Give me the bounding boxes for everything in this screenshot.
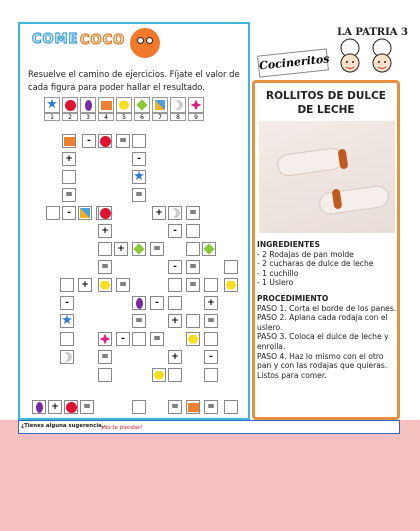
blank-answer-cell (204, 368, 218, 382)
triangle-icon (80, 208, 90, 218)
diamond-shape-cell (202, 242, 216, 256)
puzzle-panel (18, 22, 250, 420)
oval-shape-cell (132, 296, 146, 310)
blank-answer-cell (132, 400, 146, 414)
logo-coco: COCO (80, 33, 126, 48)
ingredients-heading: INGREDIENTES (257, 240, 320, 249)
legend-number: 9 (188, 113, 204, 121)
hexagon-icon (116, 97, 132, 113)
recipe-card (252, 80, 400, 420)
plus-operator-cell: + (98, 224, 112, 238)
diamond-icon (133, 243, 144, 254)
blank-answer-cell (186, 314, 200, 328)
equals-operator-cell: = (186, 278, 200, 292)
square-icon (64, 137, 75, 146)
hexagon-shape-cell (98, 278, 112, 292)
moon-icon (170, 208, 180, 218)
blank-answer-cell (204, 278, 218, 292)
blank-answer-cell (132, 332, 146, 346)
section-tag: Cocineritos (257, 48, 329, 77)
hexagon-icon (226, 281, 237, 290)
legend-number: 4 (98, 113, 114, 121)
oval-icon (80, 97, 96, 113)
plus-operator-cell: + (152, 206, 166, 220)
minus-operator-cell: - (116, 332, 130, 346)
moon-icon (170, 97, 186, 113)
blank-answer-cell (60, 278, 74, 292)
blank-answer-cell (98, 368, 112, 382)
blank-answer-cell (60, 332, 74, 346)
plus-operator-cell: + (168, 350, 182, 364)
hexagon-icon (188, 335, 199, 344)
chef-kids-icon (330, 38, 410, 80)
diamond-icon (134, 97, 150, 113)
plus-operator-cell: + (168, 314, 182, 328)
legend-number: 8 (170, 113, 186, 121)
blank-answer-cell (186, 224, 200, 238)
circle-shape-cell (64, 400, 78, 414)
equals-operator-cell: = (150, 242, 164, 256)
flower-icon (188, 97, 204, 113)
plus-operator-cell: + (62, 152, 76, 166)
ingredient-item: - 1 cuchillo (257, 268, 299, 278)
minus-operator-cell: - (168, 224, 182, 238)
star-icon: ★ (44, 97, 60, 113)
footer-bar (18, 420, 400, 434)
equals-operator-cell: = (186, 206, 200, 220)
oval-icon (136, 298, 143, 309)
equals-operator-cell: = (150, 332, 164, 346)
equals-operator-cell: = (186, 260, 200, 274)
blank-answer-cell (224, 260, 238, 274)
blank-answer-cell (62, 170, 76, 184)
minus-operator-cell: - (82, 134, 96, 148)
moon-shape-cell (60, 350, 74, 364)
star-icon: ★ (61, 313, 73, 328)
plus-operator-cell: + (114, 242, 128, 256)
equals-operator-cell: = (116, 278, 130, 292)
flower-icon (100, 334, 111, 345)
square-icon (98, 97, 114, 113)
triangle-shape-cell (78, 206, 92, 220)
equals-operator-cell: = (98, 260, 112, 274)
equals-operator-cell: = (116, 134, 130, 148)
procedure-step: PASO 1. Corta el borde de los panes. (257, 303, 397, 313)
minus-operator-cell: - (132, 152, 146, 166)
hexagon-shape-cell (152, 368, 166, 382)
equals-operator-cell: = (204, 314, 218, 328)
equals-operator-cell: = (98, 350, 112, 364)
blank-answer-cell (224, 400, 238, 414)
circle-icon (100, 136, 111, 147)
minus-operator-cell: - (168, 260, 182, 274)
legend-number: 3 (80, 113, 96, 121)
recipe-photo (259, 121, 395, 233)
procedure-step: PASO 2. Aplana cada rodaja con el uslero. (257, 313, 388, 332)
procedure-step: PASO 4. Haz lo mismo con el otro pan y con las rodajas que quieras. Listos para comer. (257, 351, 388, 380)
recipe-text (257, 239, 397, 380)
monster-mascot-icon (130, 28, 160, 58)
blank-answer-cell (168, 278, 182, 292)
legend-number: 6 (134, 113, 150, 121)
ingredient-item: - 2 cucharas de dulce de leche (257, 259, 374, 269)
square-shape-cell (186, 400, 200, 414)
footer-left: ¿Tienes alguna sugerencia, (21, 423, 104, 429)
ingredient-item: - 2 Rodajas de pan molde (257, 249, 354, 259)
oval-icon (36, 402, 43, 413)
minus-operator-cell: - (62, 206, 76, 220)
legend-number: 2 (62, 113, 78, 121)
plus-operator-cell: + (48, 400, 62, 414)
square-icon (188, 403, 199, 412)
minus-operator-cell: - (150, 296, 164, 310)
blank-answer-cell (132, 134, 146, 148)
blank-answer-cell (168, 368, 182, 382)
circle-shape-cell (98, 206, 112, 220)
minus-operator-cell: - (204, 350, 218, 364)
ingredient-item: - 1 Uslero (257, 278, 294, 288)
recipe-title: ROLLITOS DE DULCE DE LECHE (266, 90, 386, 116)
blank-answer-cell (98, 242, 112, 256)
hexagon-icon (100, 281, 111, 290)
circle-icon (100, 208, 111, 219)
star-icon: ★ (133, 169, 145, 184)
procedure-step: PASO 3. Coloca el dulce de leche y enrolla. (257, 332, 389, 351)
flower-shape-cell (98, 332, 112, 346)
footer-right: ¡No te pierdas! (101, 425, 143, 431)
triangle-icon (152, 97, 168, 113)
equals-operator-cell: = (204, 400, 218, 414)
hexagon-icon (154, 371, 165, 380)
star-shape-cell (132, 170, 146, 184)
blank-answer-cell (168, 296, 182, 310)
equals-operator-cell: = (62, 188, 76, 202)
moon-shape-cell (168, 206, 182, 220)
blank-answer-cell (46, 206, 60, 220)
square-shape-cell (62, 134, 76, 148)
hexagon-shape-cell (186, 332, 200, 346)
hexagon-shape-cell (224, 278, 238, 292)
puzzle-instructions: Resuelve el camino de ejercicios. Fíjate el valor de cada figura para poder hallar el resultado. (28, 69, 240, 92)
moon-icon (62, 352, 72, 362)
minus-operator-cell: - (60, 296, 74, 310)
logo-come: COME (32, 32, 79, 47)
blank-answer-cell (186, 242, 200, 256)
circle-icon (66, 402, 77, 413)
equals-operator-cell: = (80, 400, 94, 414)
oval-shape-cell (32, 400, 46, 414)
equals-operator-cell: = (132, 314, 146, 328)
star-shape-cell (60, 314, 74, 328)
equals-operator-cell: = (168, 400, 182, 414)
newspaper-name: LA PATRIA 3 (337, 27, 408, 38)
plus-operator-cell: + (204, 296, 218, 310)
equals-operator-cell: = (132, 188, 146, 202)
circle-shape-cell (98, 134, 112, 148)
blank-answer-cell (204, 332, 218, 346)
plus-operator-cell: + (78, 278, 92, 292)
procedure-heading: PROCEDIMIENTO (257, 293, 329, 303)
legend-number: 1 (44, 113, 60, 121)
legend-number: 7 (152, 113, 168, 121)
diamond-shape-cell (132, 242, 146, 256)
diamond-icon (203, 243, 214, 254)
circle-icon (62, 97, 78, 113)
legend-number: 5 (116, 113, 132, 121)
